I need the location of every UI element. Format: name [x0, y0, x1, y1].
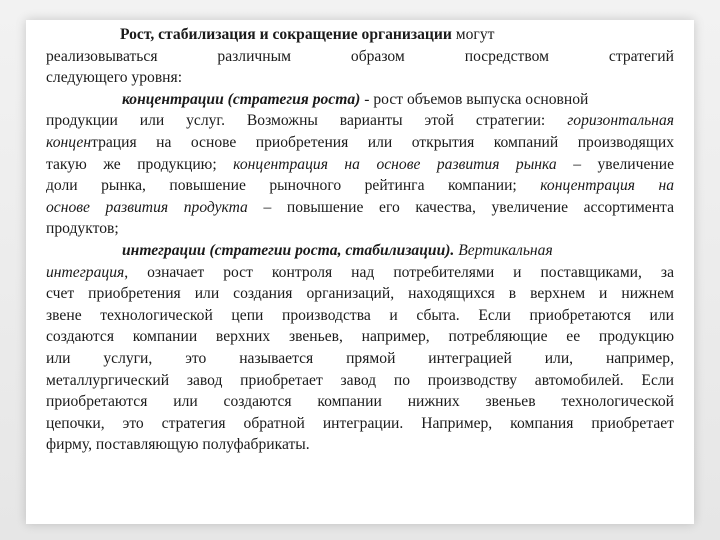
integration-line-5: создаются компании верхних звеньев, например, потребляющие ее продукцию [46, 328, 674, 346]
concentration-line-4 [46, 154, 674, 176]
concentration-line-2 [46, 110, 674, 132]
concentration-line-4-text: такую же продукцию; [46, 155, 234, 173]
concentration-market-term: концентрация на основе развития рынка [233, 155, 557, 173]
concentration-line-4-rest: – увеличение [556, 155, 675, 173]
concentration-line-6 [46, 197, 674, 219]
integration-line-3: счет приобретения или создания организаций, находящихся в верхнем и нижнем [46, 285, 674, 303]
intro-line-2: реализовываться различным образом посредством стратегий [46, 47, 674, 65]
concentration-term: концентрации (стратегия роста) [122, 90, 361, 108]
integration-line-2-text: , означает рост контроля над потребителями и поставщиками, за [124, 263, 674, 281]
document-text [46, 24, 674, 456]
integration-term: интеграции (стратегии роста, стабилизации). [122, 241, 459, 259]
concentration-line-7: продуктов; [46, 220, 119, 238]
integration-line-7: металлургический завод приобретает завод по производству автомобилей. Если [46, 371, 674, 389]
vertical-term-start: Вертикальная [458, 241, 553, 259]
intro-heading-rest: могут [451, 26, 495, 43]
concentration-line-3 [46, 132, 674, 154]
integration-line-10: фирму, поставляющую полуфабрикаты. [46, 436, 310, 454]
concentration-horizontal-term: горизонтальная [567, 112, 674, 130]
integration-line-2 [46, 262, 674, 284]
integration-line-4: звене технологической цепи производства и сбыта. Если приобретаются или [46, 306, 674, 324]
concentration-line-5 [46, 175, 674, 197]
concentration-line-3-italic: концен [46, 133, 92, 151]
concentration-product-term-start: концентрация на [540, 177, 674, 195]
integration-line-9: цепочки, это стратегия обратной интеграции. Например, компания приобретает [46, 414, 674, 432]
concentration-line-6-text: – повышение его качества, увеличение ассортимента [247, 198, 674, 216]
integration-line-8: приобретаются или создаются компании нижних звеньев технологической [46, 393, 674, 411]
vertical-term-end: интеграция [46, 263, 125, 281]
intro-heading-bold: Рост, стабилизация и сокращение организации [120, 26, 452, 43]
concentration-line-5-text: доли рынка, повышение рыночного рейтинга компании; [46, 177, 541, 195]
concentration-line-3-text: трация на основе приобретения или открытия компаний производящих [91, 133, 674, 151]
concentration-line-1 [46, 89, 674, 111]
integration-line-1 [46, 240, 674, 262]
concentration-line-1-text: - рост объемов выпуска основной [360, 90, 589, 108]
concentration-product-term-end: основе развития продукта [46, 198, 248, 216]
integration-line-6: или услуги, это называется прямой интеграцией или, например, [46, 349, 674, 367]
intro-line-1 [46, 24, 674, 46]
intro-line-3: следующего уровня: [46, 69, 183, 87]
concentration-line-2-text: продукции или услуг. Возможны варианты этой стратегии: [46, 112, 568, 130]
